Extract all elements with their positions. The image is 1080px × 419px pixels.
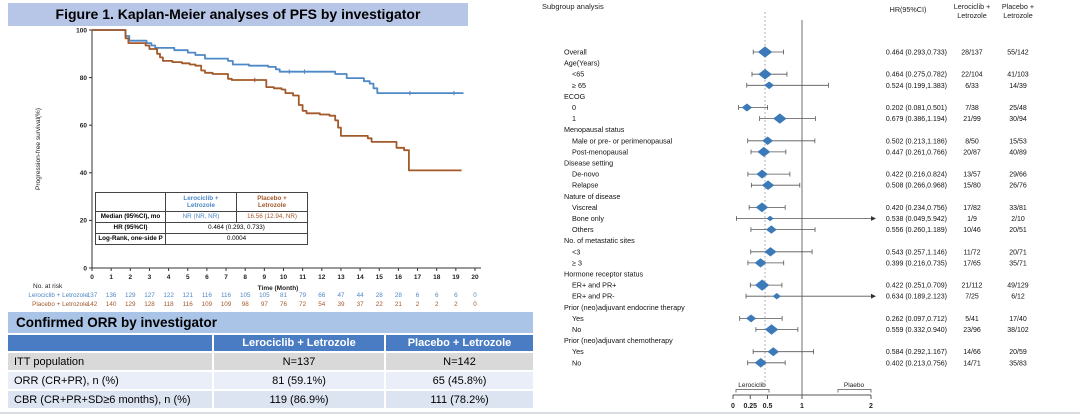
forest-group-header <box>564 236 635 245</box>
forest-row-label: <65 <box>572 69 585 79</box>
km-stats-table <box>95 192 308 245</box>
forest-n-placebo: 20/51 <box>1009 227 1027 235</box>
forest-n-lerociclib: 23/96 <box>963 327 981 334</box>
forest-n-placebo: 33/81 <box>1009 204 1027 212</box>
forest-title: Subgroup analysis <box>542 2 604 11</box>
forest-panel <box>540 0 1080 419</box>
km-at-risk-value: 136 <box>105 292 117 299</box>
forest-hr-text: 0.502 (0.213,1.186) <box>885 138 947 146</box>
km-at-risk-value: 76 <box>279 301 288 308</box>
orr-table-grid <box>8 335 533 408</box>
forest-hr-diamond <box>755 280 769 291</box>
km-stats-hr-label: HR (95%CI) <box>96 223 166 234</box>
forest-row <box>572 324 1029 334</box>
forest-hr-diamond <box>758 46 772 57</box>
orr-row-itt-label: ITT population <box>8 353 212 370</box>
km-x-tick-label: 17 <box>413 274 422 281</box>
orr-row-cbr-label: CBR (CR+PR+SD≥6 months), n (%) <box>8 391 212 408</box>
forest-hr-text: 0.679 (0.386,1.194) <box>885 116 947 124</box>
km-stats-header-lerociclib: Lerociclib + Letrozole <box>166 193 237 212</box>
forest-hr-text: 0.508 (0.266,0.968) <box>885 182 947 190</box>
forest-row <box>572 358 1027 368</box>
forest-n-lerociclib: 13/57 <box>963 171 981 179</box>
km-at-risk-series-label: Lerociclib + Letrozole <box>28 292 88 299</box>
forest-group-header <box>564 125 625 134</box>
km-at-risk-value: 54 <box>318 301 326 308</box>
km-x-tick-label: 13 <box>337 274 345 281</box>
km-at-risk-value: 118 <box>163 301 174 308</box>
km-x-tick-label: 2 <box>128 274 133 281</box>
forest-row-label: ER+ and PR- <box>572 291 615 301</box>
forest-n-lerociclib: 7/25 <box>965 293 979 301</box>
forest-group-header <box>564 92 586 101</box>
forest-row-label: 1 <box>572 114 576 124</box>
orr-row-orr-placebo: 65 (45.8%) <box>386 372 533 389</box>
forest-hr-diamond <box>764 247 776 256</box>
km-at-risk-value: 105 <box>239 292 251 299</box>
forest-row <box>572 258 1027 267</box>
forest-n-placebo: 20/59 <box>1009 349 1027 357</box>
forest-hr-text: 0.262 (0.097,0.712) <box>885 315 947 323</box>
forest-hr-text: 0.584 (0.292,1.167) <box>885 349 947 357</box>
forest-row <box>572 103 1027 112</box>
forest-group-header <box>564 270 644 279</box>
forest-n-placebo: 17/40 <box>1009 315 1027 323</box>
forest-hr-text: 0.420 (0.234,0.756) <box>885 204 947 212</box>
km-chart <box>0 0 540 312</box>
forest-row <box>572 147 1027 157</box>
km-at-risk-value: 37 <box>356 301 364 308</box>
forest-hr-diamond <box>758 69 772 80</box>
forest-n-lerociclib: 17/65 <box>963 260 981 268</box>
forest-hr-text: 0.543 (0.257,1.146) <box>885 249 947 257</box>
km-at-risk-value: 109 <box>201 301 213 308</box>
km-at-risk-value: 2 <box>415 301 420 308</box>
forest-row-label: <3 <box>572 247 581 257</box>
km-at-risk-value: 81 <box>279 292 288 299</box>
km-stats-logrank-value: 0.0004 <box>166 234 308 245</box>
forest-hr-diamond <box>762 180 774 190</box>
km-stats-median-placebo: 16.56 (12.94, NR) <box>237 212 308 223</box>
forest-row-label: Disease setting <box>564 158 614 168</box>
km-figure-title: Figure 1. Kaplan-Meier analyses of PFS by investigator <box>8 3 468 26</box>
forest-n-placebo: 55/142 <box>1007 49 1029 57</box>
forest-n-lerociclib: 14/71 <box>963 360 981 368</box>
forest-n-placebo: 38/102 <box>1007 327 1029 334</box>
forest-favors-right-label: Plaebo <box>843 382 865 389</box>
forest-col-placebo: Letrozole <box>1003 11 1033 20</box>
forest-row-label: Bone only <box>572 214 604 223</box>
forest-hr-diamond <box>768 347 780 356</box>
km-at-risk-value: 116 <box>221 292 232 299</box>
km-stats-logrank-label: Log-Rank, one-side P <box>96 234 166 245</box>
km-stats-header-placebo: Placebo + Letrozole <box>237 193 308 212</box>
forest-row-label: Viscreal <box>572 202 598 212</box>
forest-hr-diamond <box>764 81 774 89</box>
forest-x-tick-label: 2 <box>869 403 873 410</box>
forest-n-lerociclib: 20/87 <box>963 149 981 157</box>
forest-hr-text: 0.556 (0.260,1.189) <box>885 227 947 235</box>
km-at-risk-value: 28 <box>394 292 402 299</box>
forest-row-label: No <box>572 325 582 334</box>
km-x-tick-label: 11 <box>299 274 307 281</box>
forest-row <box>572 292 1025 301</box>
forest-hr-text: 0.422 (0.216,0.824) <box>885 171 947 179</box>
forest-row-label: Prior (neo)adjuvant chemotherapy <box>564 336 673 346</box>
km-at-risk-value: 2 <box>434 301 439 308</box>
km-at-risk-value: 129 <box>125 292 136 299</box>
km-y-tick-label: 40 <box>79 170 87 178</box>
forest-hr-diamond <box>766 225 777 233</box>
km-x-tick-label: 14 <box>356 274 364 281</box>
forest-n-lerociclib: 21/112 <box>961 282 983 290</box>
forest-x-tick-label: 0.25 <box>743 403 758 410</box>
forest-hr-text: 0.402 (0.213,0.756) <box>885 360 947 368</box>
forest-group-header <box>564 303 685 312</box>
orr-header-blank <box>8 335 212 351</box>
orr-row-itt-lerociclib: N=137 <box>214 353 384 370</box>
forest-n-placebo: 30/94 <box>1009 116 1027 124</box>
forest-x-tick-label: 1 <box>800 403 804 410</box>
forest-hr-diamond <box>757 147 770 157</box>
forest-hr-diamond <box>765 324 778 334</box>
forest-row-label: No <box>572 358 582 368</box>
orr-header-placebo: Placebo + Letrozole <box>386 335 533 351</box>
forest-row <box>572 69 1029 80</box>
orr-table-title: Confirmed ORR by investigator <box>8 312 533 333</box>
forest-hr-diamond <box>755 258 767 267</box>
forest-row-label: ≥ 3 <box>572 258 582 268</box>
km-x-tick-label: 1 <box>109 274 113 281</box>
forest-row-label: Overall <box>564 47 587 57</box>
forest-favors-right-bracket <box>838 390 871 393</box>
km-at-risk-value: 116 <box>201 292 212 299</box>
km-at-risk-title: No. at risk <box>33 283 63 290</box>
km-x-tick-label: 19 <box>452 274 460 281</box>
km-x-tick-label: 4 <box>166 274 171 281</box>
forest-x-tick-label: 0.5 <box>762 403 773 410</box>
bottom-divider <box>0 412 1080 414</box>
km-at-risk-value: 116 <box>182 301 193 308</box>
forest-row-label: De-novo <box>572 169 600 179</box>
forest-row-label: Others <box>572 225 594 235</box>
forest-row-label: 0 <box>572 103 576 112</box>
forest-n-placebo: 20/71 <box>1009 249 1027 257</box>
forest-n-placebo: 2/10 <box>1011 216 1025 223</box>
forest-row <box>572 202 1027 212</box>
forest-n-lerociclib: 7/38 <box>965 105 979 112</box>
forest-group-header <box>564 192 620 201</box>
km-at-risk-value: 21 <box>394 301 402 308</box>
km-stats-hr-value: 0.464 (0.293, 0.733) <box>166 223 308 234</box>
km-at-risk-series-label: Placebo + Letrozole <box>32 301 88 308</box>
forest-plot <box>540 0 1080 419</box>
forest-group-header <box>564 159 613 168</box>
forest-n-lerociclib: 14/66 <box>963 349 981 357</box>
km-x-tick-label: 10 <box>279 274 288 281</box>
orr-row-cbr-lerociclib: 119 (86.9%) <box>214 391 384 408</box>
km-x-tick-label: 7 <box>224 274 228 281</box>
forest-n-placebo: 26/76 <box>1009 182 1027 190</box>
forest-row <box>572 214 1025 223</box>
km-at-risk-value: 140 <box>105 301 117 308</box>
km-x-axis-title: Time (Month) <box>257 285 299 292</box>
forest-hr-text: 0.524 (0.199,1.383) <box>885 82 947 90</box>
forest-hr-text: 0.464 (0.293,0.733) <box>885 49 947 57</box>
forest-hr-text: 0.559 (0.332,0.940) <box>885 327 947 334</box>
forest-hr-text: 0.422 (0.251,0.709) <box>885 282 947 290</box>
km-x-tick-label: 18 <box>433 274 441 281</box>
km-at-risk-value: 44 <box>356 292 364 299</box>
forest-hr-text: 0.202 (0.081,0.501) <box>885 105 947 112</box>
forest-group-header <box>564 336 673 345</box>
forest-ci-arrow <box>871 216 876 221</box>
forest-n-placebo: 40/89 <box>1009 149 1027 157</box>
forest-hr-text: 0.464 (0.275,0.782) <box>885 71 947 79</box>
forest-hr-diamond <box>773 113 786 123</box>
forest-hr-diamond <box>756 202 769 212</box>
km-at-risk-value: 66 <box>318 292 326 299</box>
forest-group-header <box>564 59 600 68</box>
forest-n-lerociclib: 1/9 <box>967 216 977 223</box>
km-stats-median-label: Median (95%CI), mo <box>96 212 166 223</box>
km-at-risk-value: 98 <box>241 301 249 308</box>
orr-table <box>8 312 533 408</box>
km-at-risk-value: 72 <box>299 301 307 308</box>
km-at-risk-value: 47 <box>337 292 345 299</box>
forest-n-lerociclib: 15/80 <box>963 182 981 190</box>
km-at-risk-value: 105 <box>259 292 270 299</box>
forest-n-lerociclib: 17/82 <box>963 204 981 212</box>
orr-row-itt-placebo: N=142 <box>386 353 533 370</box>
forest-n-placebo: 25/48 <box>1009 105 1027 112</box>
forest-favors-left-label: Lerociclib <box>738 382 766 389</box>
forest-hr-diamond <box>742 103 752 111</box>
forest-row-label: ≥ 65 <box>572 80 586 90</box>
km-at-risk-value: 6 <box>454 292 458 299</box>
km-at-risk-value: 28 <box>375 292 383 299</box>
forest-n-lerociclib: 5/41 <box>965 315 979 323</box>
forest-row <box>572 81 1027 90</box>
forest-n-lerociclib: 22/104 <box>961 71 983 79</box>
forest-n-placebo: 15/53 <box>1009 138 1027 146</box>
km-at-risk-value: 79 <box>299 292 307 299</box>
forest-row-label: ECOG <box>564 91 586 101</box>
forest-x-tick-label: 0 <box>731 403 735 410</box>
forest-row <box>572 113 1027 123</box>
km-x-tick-label: 6 <box>205 274 209 281</box>
km-at-risk-value: 127 <box>144 292 155 299</box>
km-curve-lerociclib <box>92 30 464 93</box>
forest-row <box>572 247 1027 256</box>
forest-row <box>572 314 1027 323</box>
forest-row-label: Yes <box>572 313 584 323</box>
forest-row <box>572 170 1027 179</box>
km-x-tick-label: 12 <box>318 274 326 281</box>
km-at-risk-value: 0 <box>473 292 477 299</box>
km-curve-placebo <box>92 30 462 170</box>
forest-hr-diamond <box>767 216 774 222</box>
forest-hr-diamond <box>773 293 781 299</box>
forest-row-label: No. of metastatic sites <box>564 236 635 246</box>
km-x-tick-label: 20 <box>471 274 479 281</box>
forest-row-label: Nature of disease <box>564 191 621 201</box>
forest-hr-text: 0.447 (0.261,0.766) <box>885 149 947 157</box>
km-x-tick-label: 0 <box>90 274 94 281</box>
forest-n-placebo: 35/71 <box>1009 260 1027 268</box>
km-at-risk-value: 97 <box>260 301 268 308</box>
km-at-risk-value: 0 <box>473 301 477 308</box>
km-at-risk-value: 129 <box>125 301 136 308</box>
forest-col-lerociclib: Lerociclib + <box>953 2 991 11</box>
forest-col-hr: HR(95%CI) <box>889 5 927 14</box>
km-at-risk-value: 109 <box>220 301 232 308</box>
forest-hr-text: 0.634 (0.189,2.123) <box>885 293 947 301</box>
km-at-risk-value: 2 <box>454 301 458 308</box>
forest-n-placebo: 29/66 <box>1009 171 1027 179</box>
orr-row-orr-label: ORR (CR+PR), n (%) <box>8 372 212 389</box>
forest-n-placebo: 41/103 <box>1007 71 1029 79</box>
forest-hr-diamond <box>746 314 756 322</box>
km-x-tick-label: 3 <box>147 274 152 281</box>
km-x-tick-label: 9 <box>262 274 267 281</box>
km-stats-median-lerociclib: NR (NR, NR) <box>166 212 237 223</box>
km-y-axis-title: Progression-free survival(%) <box>35 108 42 190</box>
km-at-risk-value: 6 <box>415 292 420 299</box>
km-x-tick-label: 15 <box>375 274 383 281</box>
forest-col-placebo: Placebo + <box>1001 2 1035 11</box>
forest-favors-left-bracket <box>736 390 769 393</box>
forest-n-lerociclib: 8/50 <box>965 138 979 146</box>
km-x-tick-label: 5 <box>185 274 190 281</box>
forest-n-placebo: 14/39 <box>1009 82 1027 90</box>
forest-row <box>572 347 1027 356</box>
forest-row-label: Hormone receptor status <box>564 269 644 279</box>
forest-n-placebo: 6/12 <box>1011 293 1025 301</box>
km-at-risk-value: 122 <box>163 292 174 299</box>
forest-ci-arrow <box>871 294 876 299</box>
forest-col-lerociclib: Letrozole <box>957 11 987 20</box>
forest-row-label: Yes <box>572 347 584 357</box>
km-at-risk-value: 39 <box>337 301 345 308</box>
km-y-tick-label: 100 <box>76 27 87 35</box>
forest-hr-diamond <box>755 358 767 368</box>
orr-row-orr-lerociclib: 81 (59.1%) <box>214 372 384 389</box>
forest-n-lerociclib: 11/72 <box>963 249 981 257</box>
km-stats-blank-cell <box>96 193 166 212</box>
km-y-tick-label: 20 <box>79 217 87 225</box>
forest-row <box>572 225 1027 234</box>
km-at-risk-value: 142 <box>86 301 98 308</box>
forest-row-label: Age(Years) <box>564 58 600 68</box>
forest-row-label: Prior (neo)adjuvant endocrine therapy <box>564 302 685 312</box>
km-y-tick-label: 80 <box>79 74 87 82</box>
forest-n-placebo: 49/129 <box>1007 282 1029 290</box>
km-at-risk-value: 121 <box>182 292 194 299</box>
forest-hr-diamond <box>762 137 773 145</box>
orr-row-cbr-placebo: 111 (78.2%) <box>386 391 533 408</box>
km-at-risk-value: 6 <box>434 292 439 299</box>
forest-n-placebo: 35/83 <box>1009 360 1027 368</box>
forest-hr-text: 0.399 (0.216,0.735) <box>885 260 947 268</box>
km-y-tick-label: 60 <box>79 122 87 130</box>
km-at-risk-value: 22 <box>375 301 383 308</box>
forest-row-label: ER+ and PR+ <box>572 280 617 290</box>
forest-hr-diamond <box>756 170 767 179</box>
forest-n-lerociclib: 21/99 <box>963 116 981 124</box>
forest-row-label: Post-menopausal <box>572 147 628 157</box>
forest-row-label: Male or pre- or perimenopausal <box>572 136 673 146</box>
km-x-tick-label: 8 <box>243 274 248 281</box>
forest-hr-text: 0.538 (0.049,5.942) <box>885 216 947 223</box>
forest-n-lerociclib: 6/33 <box>965 82 979 90</box>
forest-n-lerociclib: 10/46 <box>963 227 981 235</box>
forest-n-lerociclib: 28/137 <box>961 49 983 57</box>
orr-header-lerociclib: Lerociclib + Letrozole <box>214 335 384 351</box>
forest-row <box>572 280 1029 291</box>
forest-row-label: Relapse <box>572 180 599 190</box>
forest-row <box>572 136 1027 145</box>
forest-row <box>572 180 1027 190</box>
km-at-risk-value: 128 <box>144 301 155 308</box>
forest-row-label: Menopausal status <box>564 125 625 135</box>
km-x-tick-label: 16 <box>394 274 403 281</box>
km-at-risk-value: 137 <box>86 292 98 299</box>
km-y-tick-label: 0 <box>83 265 87 273</box>
forest-row <box>564 46 1029 57</box>
